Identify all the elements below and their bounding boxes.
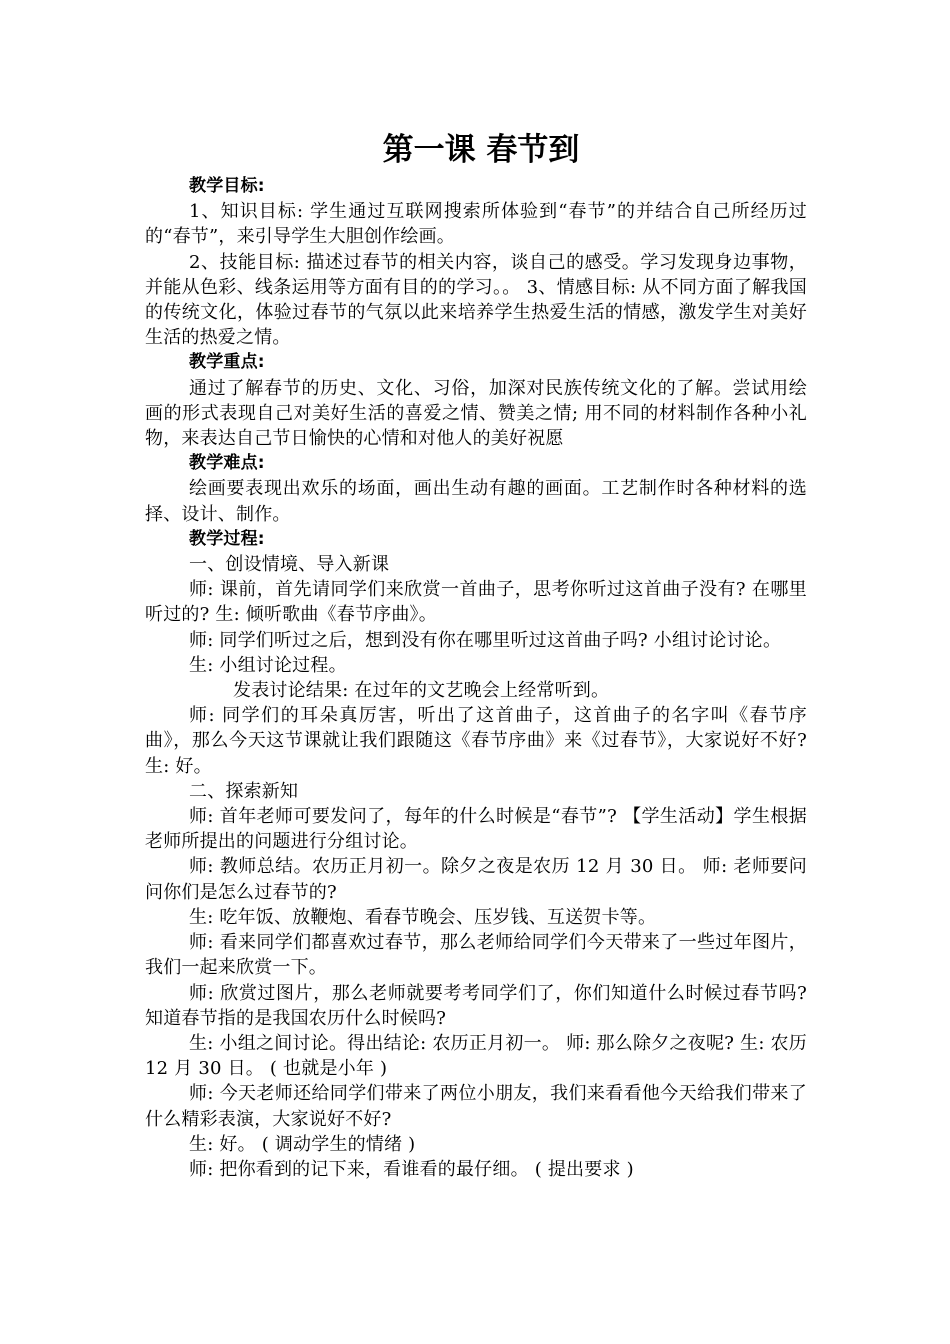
paragraph-process-7: 师: 教师总结。农历正月初一。除夕之夜是农历 12 月 30 日。 师: 老师要问问你们是怎么过春节的? xyxy=(145,856,807,903)
document-page xyxy=(145,128,807,1182)
page-title: 第一课 春节到 xyxy=(382,132,580,168)
paragraph-process-1: 师: 课前，首先请同学们来欣赏一首曲子，思考你听过这首曲子没有? 在哪里听过的? 生: 倾听歌曲《春节序曲》。 xyxy=(145,579,807,626)
paragraph-process-13: 生: 好。 ( 调动学生的情绪 ) xyxy=(189,1133,416,1155)
step-heading-2: 二、探索新知 xyxy=(189,780,299,802)
section-heading-key-points: 教学重点: xyxy=(189,352,265,373)
paragraph-process-14: 师: 把你看到的记下来，看谁看的最仔细。 ( 提出要求 ) xyxy=(189,1158,634,1180)
paragraph-goal-2: 2、技能目标: 描述过春节的相关内容，谈自己的感受。学习发现身边事物，并能从色彩、线条运用等方面有目的的学习。。 3、情感目标: 从不同方面了解我国的传统文化，体验过春节的气氛以此来培养学生热爱生活的情感，激发学生对美好生活的热爱之情。 xyxy=(145,251,807,349)
paragraph-process-11: 生: 小组之间讨论。得出结论: 农历正月初一。 师: 那么除夕之夜呢? 生: 农历 12 月 30 日。 ( 也就是小年 ) xyxy=(145,1032,807,1080)
paragraph-process-5: 师: 同学们的耳朵真厉害，听出了这首曲子，这首曲子的名字叫《春节序曲》，那么今天这节课就让我们跟随这《春节序曲》来《过春节》，大家说好不好? 生: 好。 xyxy=(145,705,807,777)
paragraph-process-12: 师: 今天老师还给同学们带来了两位小朋友，我们来看看他今天给我们带来了什么精彩表演，大家说好不好? xyxy=(145,1083,807,1130)
paragraph-process-10: 师: 欣赏过图片，那么老师就要考考同学们了，你们知道什么时候过春节吗? 知道春节指的是我国农历什么时候吗? xyxy=(145,982,807,1029)
paragraph-process-4: 发表讨论结果: 在过年的文艺晚会上经常听到。 xyxy=(233,680,610,702)
paragraph-process-3: 生: 小组讨论过程。 xyxy=(189,654,347,676)
section-heading-difficulties: 教学难点: xyxy=(189,453,265,474)
paragraph-difficulties: 绘画要表现出欢乐的场面，画出生动有趣的画面。工艺制作时各种材料的选择、设计、制作。 xyxy=(145,478,807,525)
paragraph-process-9: 师: 看来同学们都喜欢过春节，那么老师给同学们今天带来了一些过年图片，我们一起来欣赏一下。 xyxy=(145,932,807,979)
paragraph-process-8: 生: 吃年饭、放鞭炮、看春节晚会、压岁钱、互送贺卡等。 xyxy=(189,906,657,928)
section-heading-goals: 教学目标: xyxy=(189,176,265,196)
section-heading-process: 教学过程: xyxy=(189,528,265,549)
paragraph-key-points: 通过了解春节的历史、文化、习俗，加深对民族传统文化的了解。尝试用绘画的形式表现自己对美好生活的喜爱之情、赞美之情; 用不同的材料制作各种小礼物，来表达自己节日愉快的心情和对他人的美好祝愿 xyxy=(145,377,807,450)
paragraph-process-2: 师: 同学们听过之后，想到没有你在哪里听过这首曲子吗? 小组讨论讨论。 xyxy=(189,629,782,651)
paragraph-goal-1: 1、知识目标: 学生通过互联网搜索所体验到“春节”的并结合自己所经历过的“春节”，来引导学生大胆创作绘画。 xyxy=(145,201,807,248)
step-heading-1: 一、创设情境、导入新课 xyxy=(189,554,390,576)
paragraph-process-6: 师: 首年老师可要发问了，每年的什么时候是“春节”? 【学生活动】学生根据老师所提出的问题进行分组讨论。 xyxy=(145,806,807,853)
